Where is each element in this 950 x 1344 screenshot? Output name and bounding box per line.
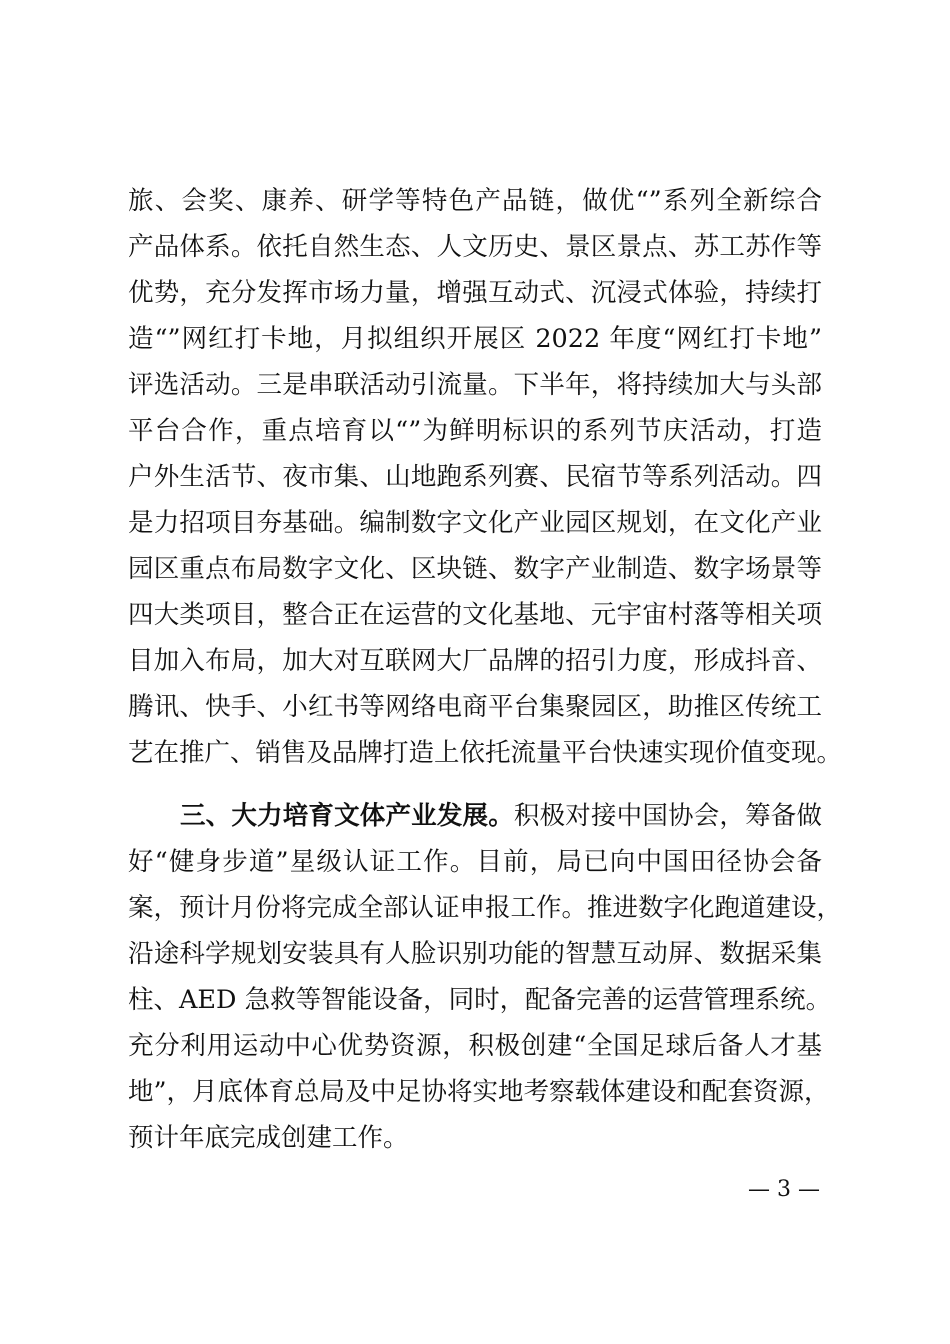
body-line: 户外生活节、夜市集、山地跑系列赛、民宿节等系列活动。四	[128, 462, 822, 492]
body-line: 旅、会奖、康养、研学等特色产品链，做优“”系列全新综合	[128, 186, 822, 216]
body-line: 造“”网红打卡地，月拟组织开展区 2022 年度“网红打卡地”	[128, 324, 822, 354]
body-line: 四大类项目，整合正在运营的文化基地、元宇宙村落等相关项	[128, 600, 822, 630]
body-line: 案，预计月份将完成全部认证申报工作。推进数字化跑道建设，	[128, 893, 843, 923]
body-line: 目加入布局，加大对互联网大厂品牌的招引力度，形成抖音、	[128, 646, 822, 676]
body-line: 是力招项目夯基础。编制数字文化产业园区规划，在文化产业	[128, 508, 822, 538]
body-line: 预计年底完成创建工作。	[128, 1123, 409, 1153]
body-line: 沿途科学规划安装具有人脸识别功能的智慧互动屏、数据采集	[128, 939, 822, 969]
body-line: 柱、AED 急救等智能设备，同时，配备完善的运营管理系统。	[128, 985, 832, 1015]
page-number: — 3 —	[748, 1177, 820, 1202]
section-heading-continuation: 积极对接中国协会，筹备做	[513, 801, 822, 831]
body-line: 充分利用运动中心优势资源，积极创建“全国足球后备人才基	[128, 1031, 822, 1061]
section-heading: 三、大力培育文体产业发展。	[180, 801, 514, 831]
body-line: 优势，充分发挥市场力量，增强互动式、沉浸式体验，持续打	[128, 278, 822, 308]
section-heading-line	[180, 796, 822, 836]
body-line: 好“健身步道”星级认证工作。目前，局已向中国田径协会备	[128, 847, 822, 877]
body-line: 园区重点布局数字文化、区块链、数字产业制造、数字场景等	[128, 554, 822, 584]
body-line: 腾讯、快手、小红书等网络电商平台集聚园区，助推区传统工	[128, 692, 822, 722]
body-line: 地”，月底体育总局及中足协将实地考察载体建设和配套资源，	[128, 1077, 830, 1107]
body-line: 艺在推广、销售及品牌打造上依托流量平台快速实现价值变现。	[128, 738, 843, 768]
body-line: 产品体系。依托自然生态、人文历史、景区景点、苏工苏作等	[128, 232, 822, 262]
body-line: 平台合作，重点培育以“”为鲜明标识的系列节庆活动，打造	[128, 416, 822, 446]
body-line: 评选活动。三是串联活动引流量。下半年，将持续加大与头部	[128, 370, 822, 400]
